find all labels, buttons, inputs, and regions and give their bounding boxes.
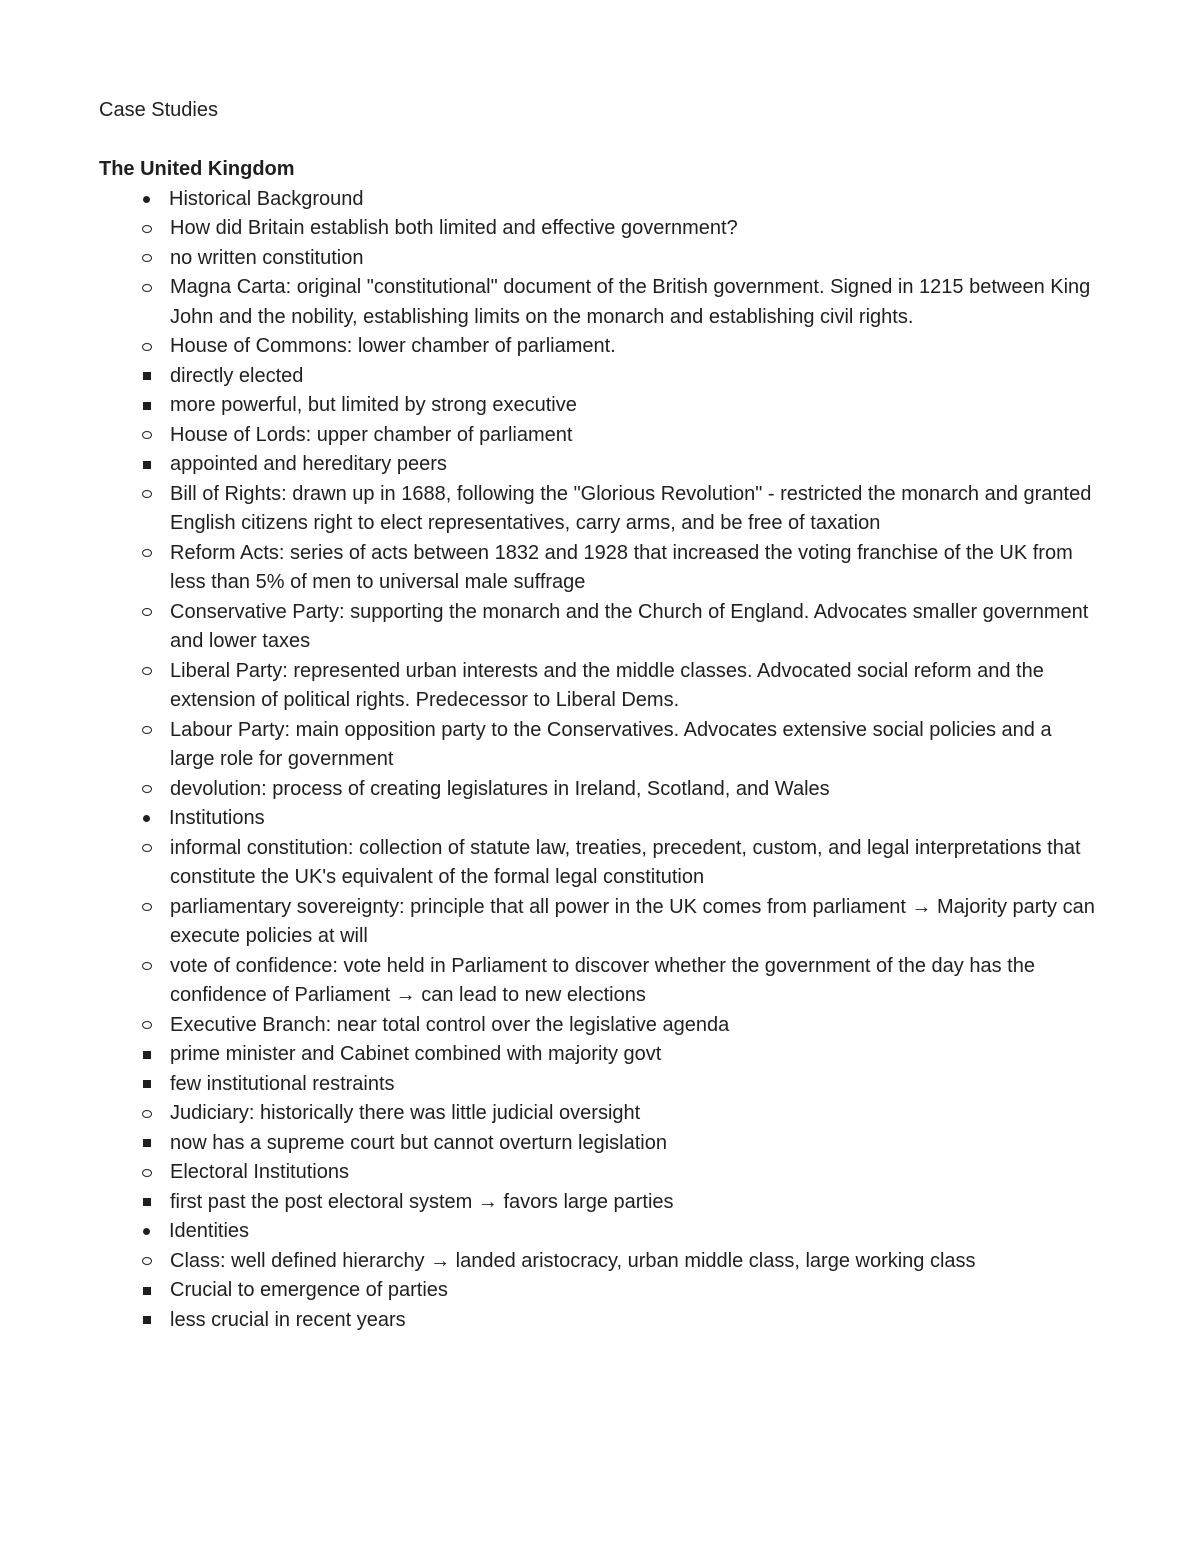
list-item: few institutional restraints [99,1070,1099,1100]
list-item: no written constitution [99,244,1099,274]
square-bullet-icon [137,1188,157,1218]
list-item: Bill of Rights: drawn up in 1688, following the "Glorious Revolution" - restricted the monarch and granted English citizens right to elect representatives, carry arms, and be free of taxation [99,480,1099,539]
list-item: Executive Branch: near total control over the legislative agenda prime minister and Cabinet combined with majority govt few institutional restraints [99,1011,1099,1100]
list-item: House of Lords: upper chamber of parliament appointed and hereditary peers [99,421,1099,480]
hollow-circle-bullet-icon [137,598,157,628]
square-bullet-icon [137,1129,157,1159]
list-item: House of Commons: lower chamber of parliament. directly elected more powerful, but limited by strong executive [99,332,1099,421]
hollow-circle-bullet-icon [137,244,157,274]
square-bullet-icon [137,1306,157,1336]
list-item: Liberal Party: represented urban interests and the middle classes. Advocated social reform and the extension of political rights. Predecessor to Liberal Dems. [99,657,1099,716]
filled-circle-bullet-icon [136,804,156,834]
list-item: prime minister and Cabinet combined with majority govt [99,1040,1099,1070]
list-item: more powerful, but limited by strong executive [99,391,1099,421]
section-heading: The United Kingdom [99,158,295,180]
list-item: Crucial to emergence of parties [99,1276,1099,1306]
hollow-circle-bullet-icon [137,1247,157,1277]
square-bullet-icon [137,362,157,392]
list-item: parliamentary sovereignty: principle that all power in the UK comes from parliament → Majority party can execute policies at will [99,893,1099,952]
hollow-circle-bullet-icon [137,539,157,569]
institutions-sublist [169,834,1099,1218]
identities-sublist [169,1247,1099,1336]
list-item: Electoral Institutions first past the post electoral system → favors large parties [99,1158,1099,1217]
list-item-identities: Identities Class: well defined hierarchy → landed aristocracy, urban middle class, large working class Crucial to emergence of parties less crucial in recent years [99,1217,1099,1335]
list-item: Labour Party: main opposition party to the Conservatives. Advocates extensive social policies and a large role for government [99,716,1099,775]
document-page [99,96,1099,1335]
document-title: Case Studies [99,99,218,121]
square-bullet-icon [137,391,157,421]
hollow-circle-bullet-icon [137,1158,157,1188]
list-item: first past the post electoral system → favors large parties [99,1188,1099,1218]
hollow-circle-bullet-icon [137,716,157,746]
square-bullet-icon [137,450,157,480]
square-bullet-icon [137,1040,157,1070]
hollow-circle-bullet-icon [137,1099,157,1129]
hollow-circle-bullet-icon [137,834,157,864]
list-item: now has a supreme court but cannot overturn legislation [99,1129,1099,1159]
historical-sublist [169,214,1099,804]
list-item: directly elected [99,362,1099,392]
hollow-circle-bullet-icon [137,480,157,510]
list-item: Reform Acts: series of acts between 1832 and 1928 that increased the voting franchise of the UK from less than 5% of men to universal male suffrage [99,539,1099,598]
list-item: devolution: process of creating legislatures in Ireland, Scotland, and Wales [99,775,1099,805]
square-bullet-icon [137,1070,157,1100]
hollow-circle-bullet-icon [137,775,157,805]
list-item: How did Britain establish both limited and effective government? [99,214,1099,244]
filled-circle-bullet-icon [136,185,156,215]
square-bullet-icon [137,1276,157,1306]
hollow-circle-bullet-icon [137,952,157,982]
list-item-historical-background: Historical Background How did Britain establish both limited and effective government? no written constitution Magna Carta: original "constitutional" document of the British government. Signed in 1215 between King John and the nobility, establishing limits on the monarch and establishing civil rights. House of Commons: lower chamber of parliament. directly elected more powerful, but limited by strong executive House of Lords: upper chamber of parliament appointed and hereditary peers Bill of Rights: drawn up in 1688, following the "Glorious Revolution" - restricted the monarch and granted English citizens right to elect representatives, carry arms, and be free of taxation Reform Acts: series of acts between 1832 and 1928 that increased the voting franchise of the UK from less than 5% of men to universal male suffrage Conservative Party: supporting the monarch and the Church of England. Advocates smaller government and lower taxes Liberal Party: represented urban interests and the middle classes. Advocated social reform and the extension of political rights. Predecessor to Liberal Dems. Labour Party: main opposition party to the Conservatives. Advocates extensive social policies and a large role for government devolution: process of creating legislatures in Ireland, Scotland, and Wales [99,185,1099,805]
list-item: appointed and hereditary peers [99,450,1099,480]
list-item: less crucial in recent years [99,1306,1099,1336]
list-item: Judiciary: historically there was little judicial oversight now has a supreme court but cannot overturn legislation [99,1099,1099,1158]
hollow-circle-bullet-icon [137,332,157,362]
hollow-circle-bullet-icon [137,893,157,923]
hollow-circle-bullet-icon [137,1011,157,1041]
list-item: Class: well defined hierarchy → landed aristocracy, urban middle class, large working class Crucial to emergence of parties less crucial in recent years [99,1247,1099,1336]
filled-circle-bullet-icon [136,1217,156,1247]
hollow-circle-bullet-icon [137,273,157,303]
list-item: Conservative Party: supporting the monarch and the Church of England. Advocates smaller government and lower taxes [99,598,1099,657]
hollow-circle-bullet-icon [137,421,157,451]
list-item: informal constitution: collection of statute law, treaties, precedent, custom, and legal interpretations that constitute the UK's equivalent of the formal legal constitution [99,834,1099,893]
list-item-institutions: Institutions informal constitution: collection of statute law, treaties, precedent, custom, and legal interpretations that constitute the UK's equivalent of the formal legal constitution parliamentary sovereignty: principle that all power in the UK comes from parliament → Majority party can execute policies at will vote of confidence: vote held in Parliament to discover whether the government of the day has the confidence of Parliament → can lead to new elections Executive Branch: near total control over the legislative agenda prime minister and Cabinet combined with majority govt few institutional restraints Judiciary: historically there was little judicial oversight now has a supreme court but cannot overturn legislation Electoral Institutions first past the post electoral system → favors large parties [99,804,1099,1217]
hollow-circle-bullet-icon [137,657,157,687]
hollow-circle-bullet-icon [137,214,157,244]
main-list [99,185,1099,1336]
list-item: vote of confidence: vote held in Parliament to discover whether the government of the day has the confidence of Parliament → can lead to new elections [99,952,1099,1011]
list-item: Magna Carta: original "constitutional" document of the British government. Signed in 1215 between King John and the nobility, establishing limits on the monarch and establishing civil rights. [99,273,1099,332]
